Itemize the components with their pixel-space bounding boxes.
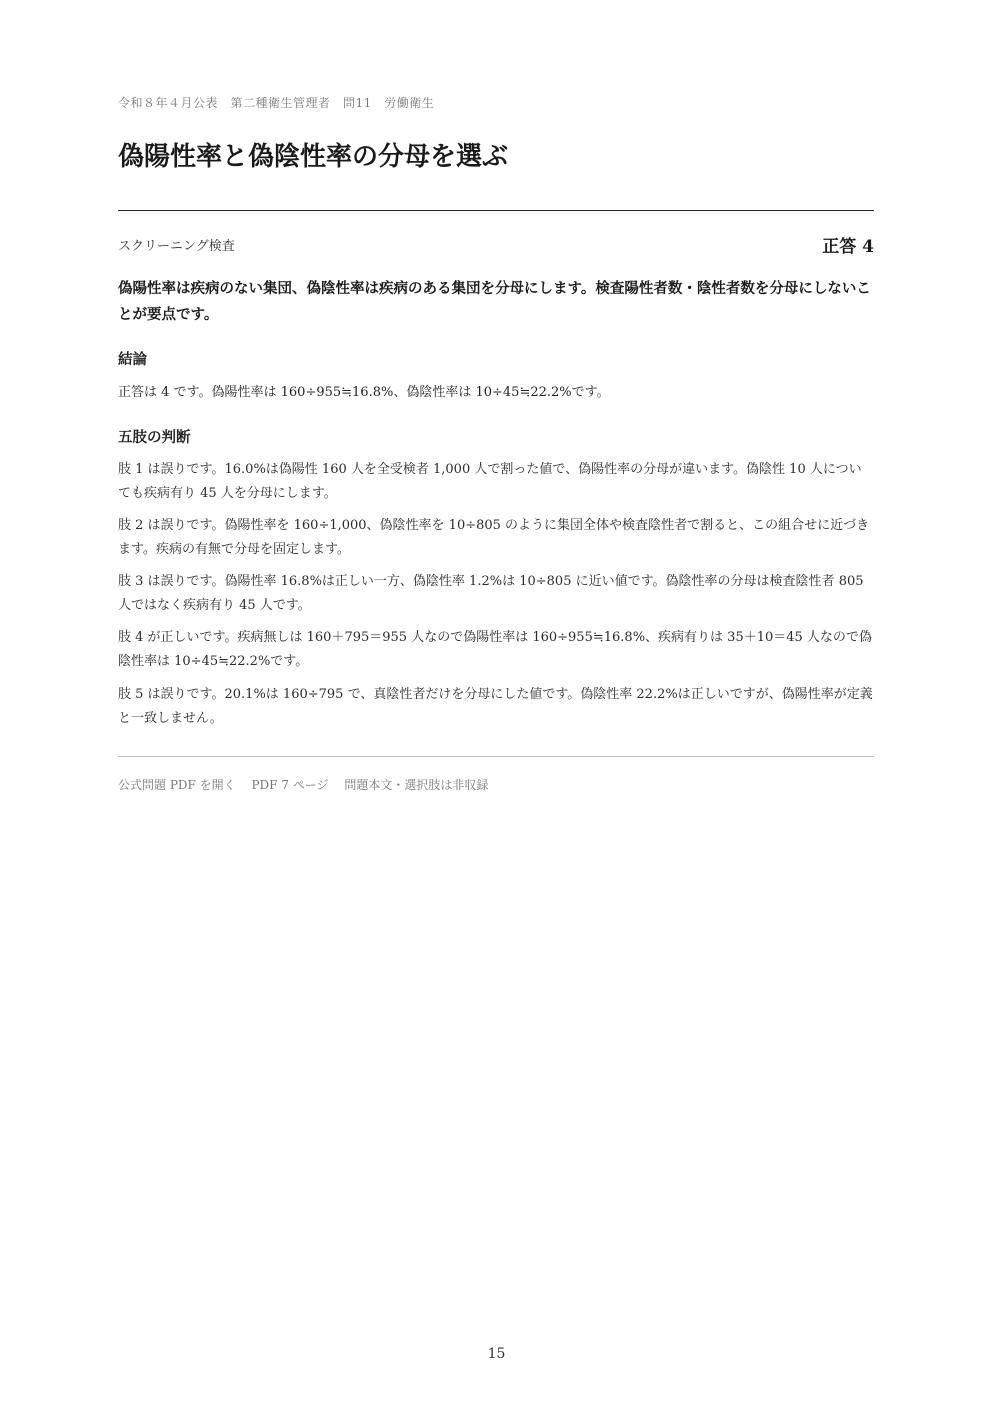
pdf-page-ref: PDF 7 ページ <box>251 778 329 792</box>
conclusion-text: 正答は 4 です。偽陽性率は 160÷955≒16.8%、偽陰性率は 10÷45≒22.2%です。 <box>118 385 610 400</box>
option-2-explanation: 肢 2 は誤りです。偽陽性率を 160÷1,000、偽陰性率を 10÷805 のように集団全体や検査陰性者で割ると、この組合せに近づきます。疾病の有無で分母を固定します。 <box>118 518 870 557</box>
option-1-explanation: 肢 1 は誤りです。16.0%は偽陽性 160 人を全受検者 1,000 人で割った値で、偽陽性率の分母が違います。偽陰性 10 人についても疾病有り 45 人を分母にします。 <box>118 462 862 501</box>
footer-divider <box>118 756 874 757</box>
header-meta: 令和８年４月公表 第二種衛生管理者 問11 労働衛生 <box>118 96 435 110</box>
topic-label: スクリーニング検査 <box>118 239 235 254</box>
title-divider <box>118 210 874 211</box>
summary-text: 偽陽性率は疾病のない集団、偽陰性率は疾病のある集団を分母にします。検査陽性者数・陰性者数を分母にしないことが要点です。 <box>118 280 871 323</box>
footer-note: 問題本文・選択肢は非収録 <box>344 778 489 792</box>
option-4-explanation: 肢 4 が正しいです。疾病無しは 160＋795＝955 人なので偽陽性率は 160÷955≒16.8%、疾病有りは 35＋10＝45 人なので偽陰性率は 10÷45≒22.2%です。 <box>118 630 872 669</box>
options-heading: 五肢の判断 <box>118 429 191 446</box>
page-title: 偽陽性率と偽陰性率の分母を選ぶ <box>118 142 509 172</box>
option-5-explanation: 肢 5 は誤りです。20.1%は 160÷795 で、真陰性者だけを分母にした値です。偽陰性率 22.2%は正しいですが、偽陽性率が定義と一致しません。 <box>118 687 873 726</box>
option-3-explanation: 肢 3 は誤りです。偽陽性率 16.8%は正しい一方、偽陰性率 1.2%は 10÷805 に近い値です。偽陰性率の分母は検査陰性者 805 人ではなく疾病有り 45 人です。 <box>118 574 864 613</box>
correct-answer-label: 正答 4 <box>822 237 874 257</box>
page-number: 15 <box>487 1346 506 1362</box>
conclusion-heading: 結論 <box>118 351 147 368</box>
open-pdf-link[interactable]: 公式問題 PDF を開く <box>118 778 236 792</box>
footer-links <box>118 776 500 793</box>
